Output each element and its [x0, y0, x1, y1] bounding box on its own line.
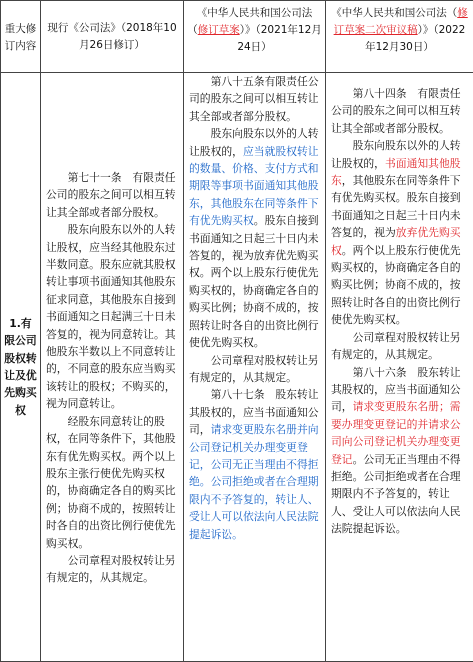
header-current-law: 现行《公司法》（2018年10月26日修订）: [41, 1, 184, 73]
draft-2022-para-2-middle: ，其他股东在同等条件下有优先购买权。股东自接到书面通知之日起三十日内未答复的，视为: [331, 174, 461, 239]
draft-2022-para-2-highlight-1: 书面通知其他股东: [331, 157, 461, 187]
draft-2022-para-4: [331, 364, 470, 538]
current-law-para-3: 经股东同意转让的股权，在同等条件下，其他股东有优先购买权。两个以上股东主张行使优先购买权的，协商确定各自的购买比例；协商不成的，按照转让时各自的出资比例行使优先购买权。: [46, 413, 180, 552]
spacer: [331, 73, 470, 85]
header-draft-2022-post: ）》（2022年12月30日）: [365, 24, 465, 53]
current-law-para-4: 公司章程对股权转让另有规定的，从其规定。: [46, 552, 180, 587]
draft-2021-para-2: [189, 125, 322, 351]
draft-2022-para-4-rest: 。公司无正当理由不得拒绝。公司拒绝或者在合理期限内不予答复的，转让人、受让人可以依法向人民法院提起诉讼。: [331, 453, 461, 536]
draft-2022-para-1: 第八十四条 有限责任公司的股东之间可以相互转让其全部或者部分股权。: [331, 85, 470, 137]
current-law-para-1: 第七十一条 有限责任公司的股东之间可以相互转让其全部或者部分股权。: [46, 169, 180, 221]
header-major-revision: 重大修订内容: [1, 1, 41, 73]
header-row: [1, 1, 473, 73]
draft-2022-cell: [326, 73, 473, 662]
draft-2022-para-2-highlight-2: 放弃优先购买权: [331, 226, 461, 256]
draft-2021-para-2-rest: 。股东自接到书面通知之日起三十日内未答复的，视为放弃优先购买权。两个以上股东行使优先购买权的，协商确定各自的购买比例；协商不成的，按照转让时各自的出资比例行使优先购买权。: [189, 214, 319, 349]
draft-2022-para-2-text: 股东向股东以外的人转让股权的，: [331, 139, 461, 169]
draft-2022-para-3: 公司章程对股权转让另有规定的，从其规定。: [331, 329, 470, 364]
header-draft-2022-highlight: 修订草案二次审议稿: [334, 7, 468, 36]
draft-2021-para-4-highlight: 请求变更股东名册并向公司登记机关办理变更登记，公司无正当理由不得拒绝。公司拒绝或者在合理期限内不予答复的，转让人、受让人可以依法向人民法院提起诉讼。: [189, 423, 319, 540]
current-law-cell: [41, 73, 184, 662]
draft-2021-para-4-text: 第八十七条 股东转让其股权的，应当书面通知公司，: [189, 388, 319, 436]
current-law-para-2: 股东向股东以外的人转让股权，应当经其他股东过半数同意。股东应就其股权转让事项书面通知其他股东征求同意，其他股东自接到书面通知之日起满三十日未答复的，视为同意转让。其他股东半数以上不同意转让的，不同意的股东应当购买该转让的股权；不购买的，视为同意转让。: [46, 221, 180, 412]
header-draft-2021: [184, 1, 326, 73]
header-draft-2022-pre: 《中华人民共和国公司法（: [331, 7, 457, 19]
header-draft-2021-post: ）》（2021年12月24日）: [237, 24, 321, 53]
draft-2021-para-2-text: 股东向股东以外的人转让股权的，: [189, 127, 319, 157]
draft-2022-para-4-highlight: 请求变更股东名册；需要办理变更登记的并请求公司向公司登记机关办理变更登记: [331, 400, 461, 465]
header-draft-2021-highlight: 修订草案: [198, 24, 240, 36]
topic-cell: 1.有限公司股权转让及优先购买权: [1, 73, 41, 662]
header-draft-2022: [326, 1, 473, 73]
draft-2022-para-4-text: 第八十六条 股东转让其股权的，应当书面通知公司，: [331, 366, 461, 414]
content-row: [1, 73, 473, 662]
draft-2022-para-2-rest: 。两个以上股东行使优先购买权的，协商确定各自的购买比例；协商不成的，按照转让时各自的出资比例行使优先购买权。: [331, 244, 461, 327]
draft-2021-para-3: 公司章程对股权转让另有规定的，从其规定。: [189, 352, 322, 387]
draft-2021-para-2-highlight: 应当就股权转让的数量、价格、支付方式和期限等事项书面通知其他股东，其他股东在同等条件下有优先购买权: [189, 145, 319, 228]
draft-2021-cell: [184, 73, 326, 662]
spacer: [46, 73, 180, 169]
draft-2022-para-2: [331, 137, 470, 328]
draft-2021-para-4: [189, 386, 322, 543]
draft-2021-para-1: 第八十五条有限责任公司的股东之间可以相互转让其全部或者部分股权。: [189, 73, 322, 125]
header-draft-2021-pre: 《中华人民共和国公司法（: [187, 7, 312, 36]
